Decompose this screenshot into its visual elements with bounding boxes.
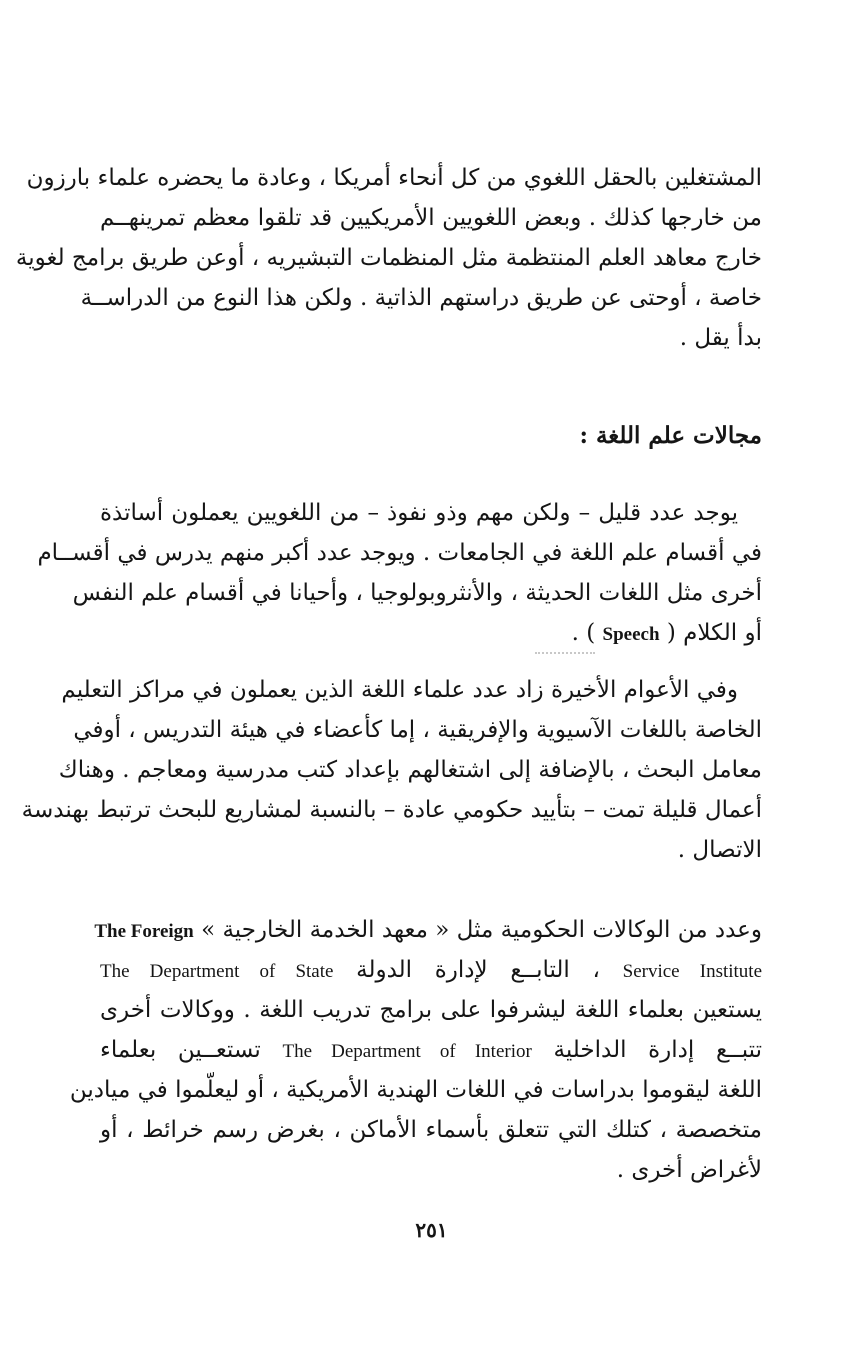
text-fragment: تستعــين بعلماء [100,1037,261,1063]
section-heading: مجالات علم اللغة : [579,422,762,449]
text-line: متخصصة ، كتلك التي تتعلق بأسماء الأماكن ، بغرض رسم خرائط ، أو [100,1117,762,1143]
text-fragment: أو الكلام ( [666,620,762,646]
text-line: اللغة ليقوموا بدراسات في اللغات الهندية الأمريكية ، أو ليعلّموا في ميادين [69,1077,762,1103]
text-line: الخاصة باللغات الآسيوية والإفريقية ، إما كأعضاء في هيئة التدريس ، أوفي [73,717,762,743]
text-line: أخرى مثل اللغات الحديثة ، والأنثروبولوجيا ، وأحيانا في أقسام علم النفس [72,580,762,606]
latin-term: The Department of State [100,961,334,982]
text-line: من خارجها كذلك . وبعض اللغويين الأمريكيين قد تلقوا معظم تمرينهــم [100,205,762,231]
text-line: أعمال قليلة تمت – بتأييد حكومي عادة – بالنسبة لمشاريع للبحث ترتبط بهندسة [21,797,762,823]
text-line [100,952,762,990]
text-line: المشتغلين بالحقل اللغوي من كل أنحاء أمريكا ، وعادة ما يحضره علماء بارزون [26,165,762,191]
text-line: الاتصال . [677,837,762,863]
text-line [100,1032,762,1070]
page-number: ٢٥١ [415,1218,448,1242]
text-fragment: وعدد من الوكالات الحكومية مثل « معهد الخدمة الخارجية » [201,917,762,943]
text-line: يوجد عدد قليل – ولكن مهم وذو نفوذ – من اللغويين يعملون أساتذة [100,500,738,526]
paragraph-2 [37,495,762,660]
text-line: لأغراض أخرى . [616,1157,762,1183]
text-line: في أقسام علم اللغة في الجامعات . ويوجد عدد أكبر منهم يدرس في أقســام [37,540,762,566]
text-line: يستعين بعلماء اللغة ليشرفوا على برامج تدريب اللغة . ووكالات أخرى [100,997,762,1023]
text-line: معامل البحث ، بالإضافة إلى اشتغالهم بإعداد كتب مدرسية ومعاجم . وهناك [58,757,762,783]
latin-term: The Department of Interior [282,1041,532,1062]
text-line [100,615,762,653]
text-line: وفي الأعوام الأخيرة زاد عدد علماء اللغة الذين يعملون في مراكز التعليم [61,677,738,703]
latin-term: Speech [602,624,660,645]
paragraph-1 [15,160,762,360]
paragraph-4 [69,912,763,1202]
text-line [94,912,762,950]
paragraph-3 [21,672,762,882]
latin-term: Service Institute [622,961,763,982]
text-fragment: ، التابــع لإدارة الدولة [356,957,600,983]
latin-term: The Foreign [94,921,194,942]
text-fragment: ) . [571,620,596,646]
text-line: خارج معاهد العلم المنتظمة مثل المنظمات التبشيريه ، أوعن طريق برامج لغوية [15,245,762,271]
text-line: خاصة ، أوحتى عن طريق دراستهم الذاتية . ولكن هذا النوع من الدراســة [80,285,762,311]
text-line: بدأ يقل . [679,325,762,351]
text-fragment: تتبــع إدارة الداخلية [553,1037,762,1063]
scan-speck [535,652,595,657]
